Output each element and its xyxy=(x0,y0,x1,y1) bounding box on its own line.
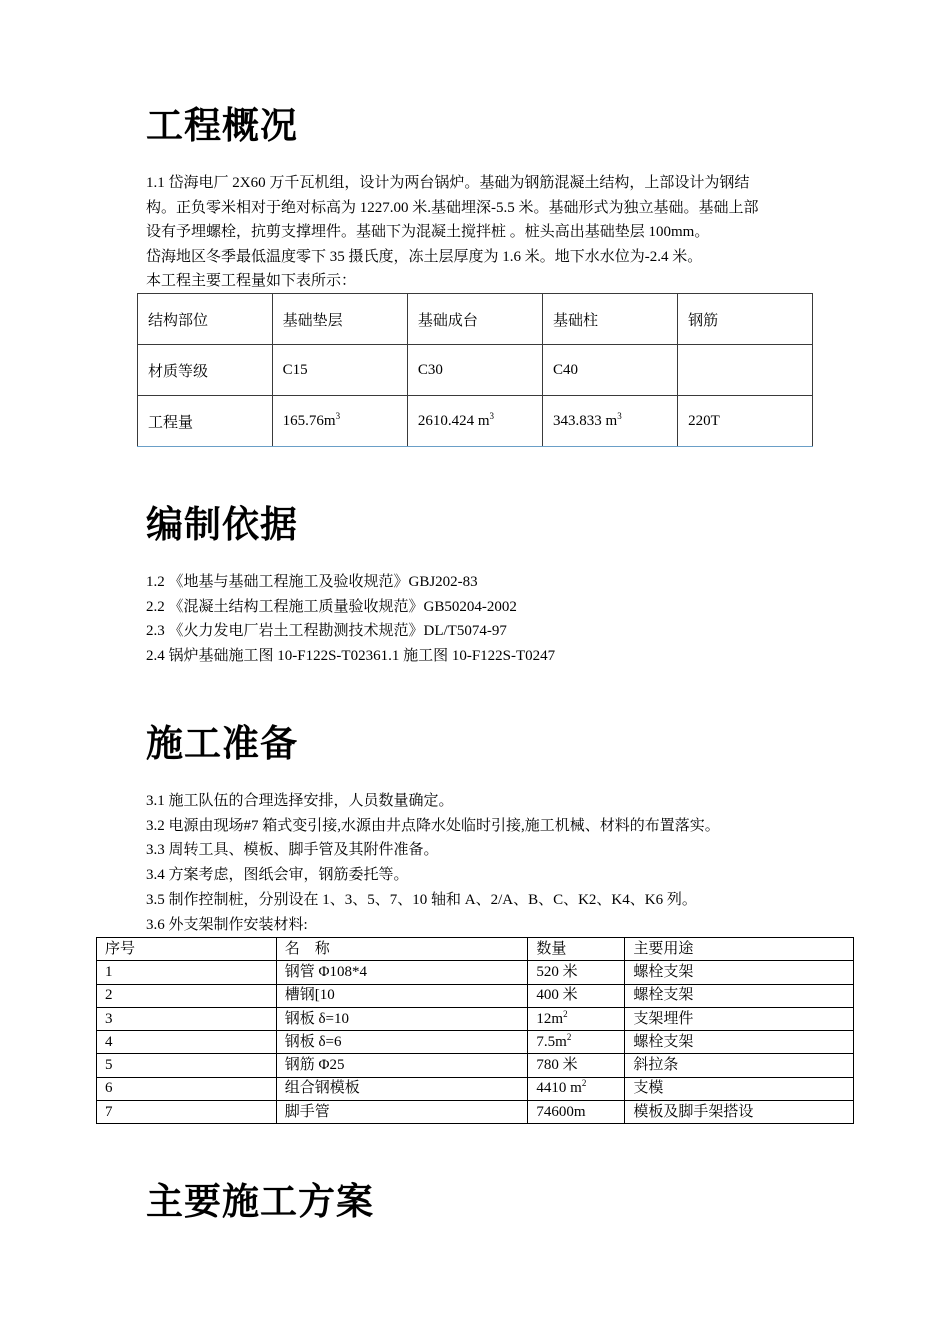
table-row xyxy=(138,345,813,396)
table-cell xyxy=(528,1054,625,1077)
quantities-table xyxy=(137,293,813,447)
list-item: 3.5 制作控制桩，分别设在 1、3、5、7、10 轴和 A、2/A、B、C、K2、K4、K6 列。 xyxy=(146,891,697,908)
overview-line: 构。正负零米相对于绝对标高为 1227.00 米.基础埋深-5.5 米。基础形式为独立基础。基础上部 xyxy=(146,199,759,216)
table-cell: 6 xyxy=(97,1077,277,1100)
table-header-cell: 名 称 xyxy=(276,938,528,961)
list-item: 3.1 施工队伍的合理选择安排，人员数量确定。 xyxy=(146,793,454,809)
unit-superscript: 3 xyxy=(489,410,495,421)
table-cell: 基础成台 xyxy=(407,294,542,345)
table-cell: 组合钢模板 xyxy=(276,1077,528,1100)
table-cell xyxy=(272,396,407,447)
table-cell: 工程量 xyxy=(138,396,273,447)
table-cell: 槽钢[10 xyxy=(276,984,528,1007)
table-cell: 结构部位 xyxy=(138,294,273,345)
amount-value: 165.76m xyxy=(282,412,336,429)
table-cell xyxy=(678,396,813,447)
qty-value: 12m xyxy=(536,1010,564,1027)
table-row xyxy=(97,938,854,961)
basis-list xyxy=(146,570,555,669)
overview-paragraph xyxy=(146,171,814,294)
table-cell xyxy=(528,1007,625,1030)
table-cell: 模板及脚手架搭设 xyxy=(625,1101,854,1124)
unit-superscript: 2 xyxy=(563,1008,568,1019)
section-title-preparation: 施工准备 xyxy=(146,722,298,765)
overview-line: 岱海地区冬季最低温度零下 35 摄氏度，冻土层厚度为 1.6 米。地下水水位为-2.4 米。 xyxy=(146,248,703,265)
table-row xyxy=(97,1031,854,1054)
table-cell xyxy=(407,396,542,447)
qty-value: 7.5m xyxy=(536,1033,567,1050)
list-item: 3.6 外支架制作安装材料: xyxy=(146,916,308,933)
overview-line: 本工程主要工程量如下表所示： xyxy=(146,273,357,290)
preparation-list xyxy=(146,789,720,937)
table-row xyxy=(138,294,813,345)
table-cell: 斜拉条 xyxy=(625,1054,854,1077)
table-cell: 3 xyxy=(97,1007,277,1030)
qty-value: 780 米 xyxy=(536,1057,578,1074)
amount-value: 2610.424 m xyxy=(417,412,490,429)
list-item: 3.2 电源由现场#7 箱式变引接,水源由井点降水处临时引接,施工机械、材料的布置落实。 xyxy=(146,817,720,834)
table-cell: 7 xyxy=(97,1101,277,1124)
unit-superscript: 3 xyxy=(617,410,622,421)
table-cell xyxy=(528,1031,625,1054)
unit-superscript: 2 xyxy=(581,1078,587,1089)
qty-value: 4410 m xyxy=(536,1080,582,1097)
table-cell: 支模 xyxy=(625,1077,854,1100)
table-cell: 钢筋 Φ25 xyxy=(276,1054,528,1077)
table-cell: 2 xyxy=(97,984,277,1007)
table-cell: 螺栓支架 xyxy=(625,1031,854,1054)
table-cell xyxy=(528,1101,625,1124)
table-row xyxy=(97,984,854,1007)
table-cell: 基础柱 xyxy=(543,294,678,345)
table-cell xyxy=(528,984,625,1007)
table-row xyxy=(97,1077,854,1100)
table-cell: 钢板 δ=10 xyxy=(276,1007,528,1030)
table-header-cell: 数量 xyxy=(528,938,625,961)
table-cell: C30 xyxy=(407,345,542,396)
table-header-cell: 主要用途 xyxy=(625,938,854,961)
table-cell: 钢板 δ=6 xyxy=(276,1031,528,1054)
qty-value: 400 米 xyxy=(536,987,578,1004)
list-item: 1.2 《地基与基础工程施工及验收规范》GBJ202-83 xyxy=(146,574,478,590)
unit-superscript: 3 xyxy=(335,410,341,421)
table-cell: 1 xyxy=(97,961,277,984)
materials-table xyxy=(96,937,854,1124)
qty-value: 520 米 xyxy=(536,963,578,980)
qty-value: 74600m xyxy=(536,1103,586,1120)
table-cell: 螺栓支架 xyxy=(625,984,854,1007)
table-row xyxy=(97,1007,854,1030)
overview-line: 1.1 岱海电厂 2X60 万千瓦机组，设计为两台锅炉。基础为钢筋混凝土结构，上部设计为钢结 xyxy=(146,175,750,191)
section-title-main-plan: 主要施工方案 xyxy=(146,1180,374,1223)
table-cell xyxy=(528,961,625,984)
table-cell: C15 xyxy=(272,345,407,396)
table-cell: C40 xyxy=(543,345,678,396)
list-item: 3.4 方案考虑，图纸会审，钢筋委托等。 xyxy=(146,867,409,884)
table-cell: 脚手管 xyxy=(276,1101,528,1124)
table-cell xyxy=(543,396,678,447)
table-row xyxy=(138,396,813,447)
table-cell: 螺栓支架 xyxy=(625,961,854,984)
unit-superscript: 2 xyxy=(566,1031,572,1042)
table-cell: 钢筋 xyxy=(678,294,813,345)
section-title-overview: 工程概况 xyxy=(146,104,298,147)
table-row xyxy=(97,1101,854,1124)
table-cell: 钢管 Φ108*4 xyxy=(276,961,528,984)
amount-value: 343.833 m xyxy=(553,412,618,429)
overview-line: 设有予埋螺栓，抗剪支撑埋件。基础下为混凝土搅拌桩 。桩头高出基础垫层 100mm。 xyxy=(146,224,710,241)
list-item: 2.4 锅炉基础施工图 10-F122S-T02361.1 施工图 10-F122S-T0247 xyxy=(146,648,556,665)
table-cell: 5 xyxy=(97,1054,277,1077)
table-cell: 4 xyxy=(97,1031,277,1054)
table-cell: 基础垫层 xyxy=(272,294,407,345)
list-item: 3.3 周转工具、模板、脚手管及其附件准备。 xyxy=(146,842,439,859)
table-cell xyxy=(528,1077,625,1100)
list-item: 2.3 《火力发电厂岩土工程勘测技术规范》DL/T5074-97 xyxy=(146,623,507,640)
table-cell: 支架埋件 xyxy=(625,1007,854,1030)
table-cell: 材质等级 xyxy=(138,345,273,396)
table-row xyxy=(97,1054,854,1077)
section-title-basis: 编制依据 xyxy=(146,503,298,546)
table-header-cell: 序号 xyxy=(97,938,277,961)
amount-value: 220T xyxy=(688,412,720,429)
table-cell xyxy=(678,345,813,396)
table-row xyxy=(97,961,854,984)
list-item: 2.2 《混凝土结构工程施工质量验收规范》GB50204-2002 xyxy=(146,598,517,615)
